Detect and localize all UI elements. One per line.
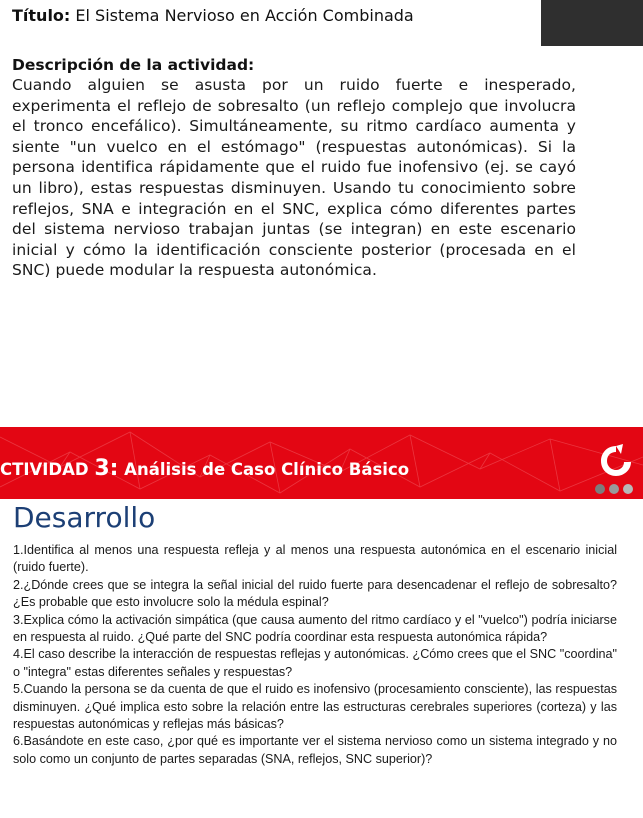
question-item: 1.Identifica al menos una respuesta refleja y al menos una respuesta autonómica en el escenario inicial (ruido fuerte). [13,543,617,575]
question-item: 3.Explica cómo la activación simpática (que causa aumento del ritmo cardíaco y el "vuelco") podría iniciarse en respuesta al ruido. ¿Qué parte del SNC podría coordinar esta respuesta autonómica rápida? [13,612,617,645]
question-item: 2.¿Dónde crees que se integra la señal inicial del ruido fuerte para desencadenar el reflejo de sobresalto? ¿Es probable que esto involucre solo la médula espinal? [13,577,617,610]
question-list [13,542,617,768]
page-title [12,6,414,25]
question-item: 4.El caso describe la interacción de respuestas reflejas y autonómicas. ¿Cómo crees que el SNC "coordina" o "integra" estas diferentes señales y respuestas? [13,647,617,679]
corner-dark-block [541,0,643,46]
university-logo-icon [597,442,635,480]
pagination-dots-icon [593,483,639,495]
banner-number: 3: [94,456,119,481]
banner-prefix: CTIVIDAD [0,460,95,479]
banner-title [0,456,409,481]
question-item: 6.Basándote en este caso, ¿por qué es importante ver el sistema nervioso como un sistema integrado y no solo como un conjunto de partes separadas (SNA, reflejos, SNC superior)? [13,734,617,766]
title-label: Título: [12,6,71,25]
activity-banner [0,427,643,499]
description-heading: Descripción de la actividad: [12,56,255,74]
title-text: El Sistema Nervioso en Acción Combinada [70,6,414,25]
description-body: Cuando alguien se asusta por un ruido fuerte e inesperado, experimenta el reflejo de sobresalto (un reflejo complejo que involucra el tronco encefálico). Simultáneamente, su ritmo cardíaco aumenta y siente "un vuelco en el estómago" (respuestas autonómicas). Si la persona identifica rápidamente que el ruido fue inofensivo (ej. se cayó un libro), estas respuestas disminuyen. Usando tu conocimiento sobre reflejos, SNA e integración en el SNC, explica cómo diferentes partes del sistema nervioso trabajan juntas (se integran) en este escenario inicial y cómo la identificación consciente posterior (procesada en el SNC) puede modular la respuesta autonómica. [12,76,576,280]
section-title: Desarrollo [13,501,156,534]
banner-heading: Análisis de Caso Clínico Básico [118,460,410,479]
question-item: 5.Cuando la persona se da cuenta de que el ruido es inofensivo (procesamiento consciente), las respuestas disminuyen. ¿Qué implica esto sobre la relación entre las estructuras cerebrales superiores (corteza) y las respuestas autonómicas y reflejas más básicas? [13,682,617,732]
